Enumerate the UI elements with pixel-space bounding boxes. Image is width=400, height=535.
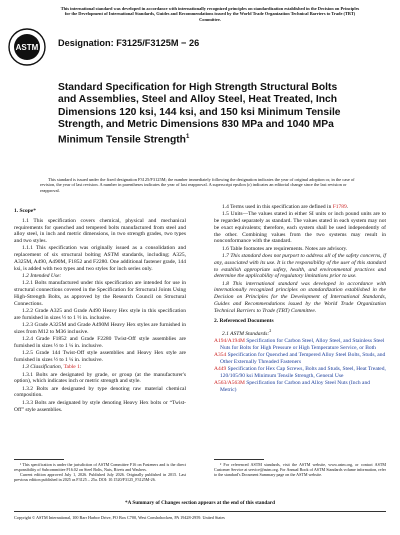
para-1-5: 1.5 Units—The values stated in either SI units or inch pound units are to be regarded separately as standard. The values stated in each system may not be exact equivalents; therefore, each system shall be used independently of the other. Combining values from the two systems may result in nonconformance with the standard. bbox=[214, 211, 386, 245]
astm-logo-icon bbox=[8, 26, 46, 68]
para-1-2-5: 1.2.5 Grade 144 Twist-Off style assemblies and Heavy Hex style are furnished in sizes ½ to 1 ¼ in. inclusive. bbox=[14, 350, 186, 363]
para-1-1: 1.1 This specification covers chemical, physical and mechanical requirements for quenched and tempered bolts manufactured from steel and alloy steel, in inch and metric dimensions, in two strength grades, two types and two styles. bbox=[14, 217, 186, 244]
para-1-3-2: 1.3.2 Bolts are designated by type denoting raw material chemical composition. bbox=[14, 385, 186, 399]
document-title bbox=[58, 82, 358, 147]
para-1-3-3: 1.3.3 Bolts are designated by style denoting Heavy Hex bolts or “Twist-Off” style assemblies. bbox=[14, 399, 186, 413]
para-1-8: 1.8 This international standard was developed in accordance with internationally recognized principles on standardization established in the Decision on Principles for the Development of International Standards, Guides and Recommendations issued by the World Trade Organization Technical Barriers to Trade (TBT) Committee. bbox=[214, 280, 386, 314]
para-1-2-1: 1.2.1 Bolts manufactured under this specification are intended for use in structural connections covered in the Specification for Structural Joints Using High-Strength Bolts, as approved by the Research Council on Structural Connections. bbox=[14, 280, 186, 307]
references-heading: 2. Referenced Documents bbox=[214, 318, 274, 325]
reference-a449[interactable] bbox=[214, 366, 386, 380]
footnote-1 bbox=[14, 463, 186, 483]
title-footnote-mark: 1 bbox=[185, 134, 190, 141]
footnote-2: ² For referenced ASTM standards, visit the ASTM website, www.astm.org, or contact ASTM Customer Service at service@astm.org. For Annual Book of ASTM Standards volume information, refer to the standard's Document Summary page on the ASTM website. bbox=[214, 462, 386, 477]
para-1-6: 1.6 Table footnotes are requirements. Notes are advisory. bbox=[222, 245, 348, 252]
table-1-link[interactable]: Table 1 bbox=[63, 364, 80, 371]
right-column bbox=[214, 204, 386, 394]
f1789-link[interactable]: F1789 bbox=[332, 204, 347, 210]
ref-title[interactable]: Specification for Quenched and Tempered Alloy Steel Bolts, Studs, and Other Externally Threaded Fasteners bbox=[220, 352, 386, 366]
summary-of-changes-note: *A Summary of Changes section appears at the end of this standard bbox=[124, 500, 275, 506]
ref-title[interactable]: Specification for Carbon Steel, Alloy Steel, and Stainless Steel Nuts for Bolts for High Pressure or High Temperature Service, or Both bbox=[220, 338, 385, 352]
para-1-2-3: 1.2.3 Grade A325M and Grade A490M Heavy Hex styles are furnished in sizes from M12 to M36 inclusive. bbox=[14, 321, 186, 335]
footnote-divider-right bbox=[214, 459, 264, 460]
preface: This standard is issued under the fixed designation F3125/F3125M; the number immediately following the designation indicates the year of original adoption or, in the case of revision, the year of last revision. A number in parentheses indicates the year of last reapproval. A superscript epsilon (ε) indicates an editorial change since the last revision or reapproval. bbox=[40, 177, 355, 193]
copyright-footer: Copyright © ASTM International, 100 Barr Harbor Drive, PO Box C700, West Conshohocken, PA 19428-2959. United States bbox=[14, 511, 386, 520]
para-1-2: 1.2 Intended Use: bbox=[22, 272, 62, 279]
ref-code[interactable]: A563/A563M bbox=[214, 380, 245, 387]
para-1-4 bbox=[214, 204, 386, 211]
para-1-7: 1.7 This standard does not purport to address all of the safety concerns, if any, associated with its use. It is the responsibility of the user of this standard to establish appropriate safety, health, and environmental practices and determine the applicability of regulatory limitations prior to use. bbox=[214, 253, 386, 280]
para-1-1-1: 1.1.1 This specification was originally issued as a consolidation and replacement of six structural bolting ASTM standards, including; A325, A325M, A490, A490M, F1852 and F2280. One additional fastener grade, 144 ksi, is added with two types and two styles for inch series only. bbox=[14, 245, 186, 272]
ref-code[interactable]: A449 bbox=[214, 366, 227, 373]
header-notice: This international standard was developed in accordance with internationally recognized principles on standardization established in the Decision on Principles for the Development of International Standards, Guides and Recommendations issued by the World Trade Organization Technical Barriers to Trade (TBT) Committee. bbox=[60, 6, 360, 22]
para-2-1-text: 2.1 ASTM Standards: bbox=[222, 330, 270, 337]
para-2-1 bbox=[214, 328, 386, 338]
designation: Designation: F3125/F3125M − 26 bbox=[58, 38, 200, 48]
ref-code[interactable]: A194/A194M bbox=[214, 338, 245, 345]
scope-heading: 1. Scope* bbox=[14, 208, 36, 214]
title-text: Standard Specification for High Strength Structural Bolts and Assemblies, Steel and Alloy Steel, Heat Treated, Inch Dimensions 120 ksi, 144 ksi, and 150 ksi Minimum Tensile Strength, and Metric Dimensions 830 MPa and 1040 MPa Minimum Tensile Strength bbox=[58, 82, 341, 146]
para-1-3-colon: : bbox=[79, 364, 82, 371]
svg-text:ASTM: ASTM bbox=[15, 43, 39, 52]
para-1-2-2: 1.2.2 Grade A325 and Grade A490 Heavy Hex style in this specification are furnished in sizes ½ to 1 ½ in. inclusive. bbox=[14, 307, 186, 321]
reference-a354[interactable] bbox=[214, 352, 386, 366]
reference-a563[interactable] bbox=[214, 380, 386, 394]
ref-title[interactable]: Specification for Hex Cap Screws, Bolts and Studs, Steel, Heat Treated, 120/105/90 ksi Minimum Tensile Strength, General Use bbox=[220, 366, 386, 380]
footnote-1-edition: Current edition approved July 1, 2026. Published July 2026. Originally published in 2015. Last previous edition published in 2025 as F3125 – 25a. DOI: 10.1520/F3125_F3125M-26. bbox=[14, 471, 186, 482]
ref-title[interactable]: Specification for Carbon and Alloy Steel Nuts (Inch and Metric) bbox=[220, 380, 370, 394]
para-2-1-sup: 2 bbox=[269, 328, 272, 334]
left-column bbox=[14, 204, 186, 414]
para-1-4-end: . bbox=[346, 204, 349, 210]
footnote-divider-left bbox=[14, 459, 64, 460]
para-1-3 bbox=[14, 364, 186, 371]
para-1-2-4: 1.2.4 Grade F1852 and Grade F2280 Twist-Off style assemblies are furnished in sizes ½ to 1 ¼ in. inclusive. bbox=[14, 336, 186, 349]
reference-a194[interactable] bbox=[214, 338, 386, 352]
footnote-1-text: ¹ This specification is under the jurisdiction of ASTM Committee F16 on Fasteners and is the direct responsibility of Subcommittee F16.02 on Steel Bolts, Nuts, Rivets and Washers. bbox=[14, 462, 186, 472]
ref-code[interactable]: A354 bbox=[214, 352, 227, 359]
para-1-4-text: 1.4 Terms used in this specification are defined in bbox=[222, 204, 333, 210]
para-1-3-1: 1.3.1 Bolts are designated by grade, or group (at the manufacturer's option), which indicates inch or metric strength and style. bbox=[14, 371, 186, 385]
para-1-3-label: 1.3 Classification, bbox=[22, 364, 64, 371]
